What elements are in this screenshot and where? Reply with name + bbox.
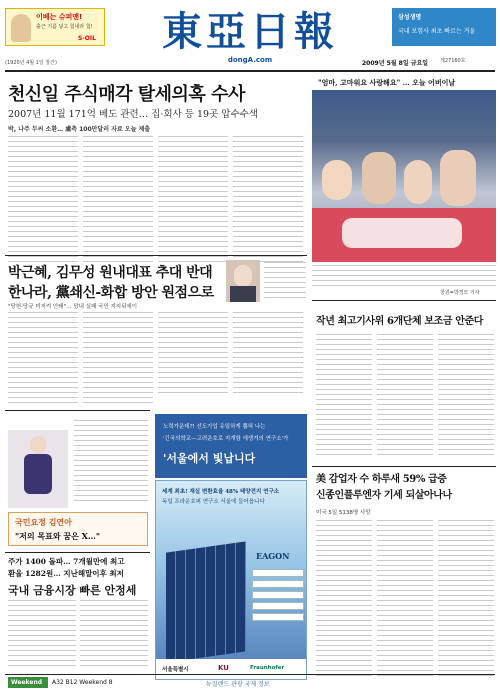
lead-body-col2 xyxy=(83,136,153,266)
lead-body-col4 xyxy=(233,136,303,266)
quote-ad-line1: 노력가운데?! 선도가업 유일하게 뽑혀 나는 xyxy=(163,424,266,430)
masthead-rule xyxy=(5,70,495,72)
right-ad-brand: 삼성생명 xyxy=(398,14,422,21)
issue-number: 제27160호 xyxy=(440,58,466,64)
sponsor-list xyxy=(252,569,304,624)
main-photo xyxy=(312,90,496,262)
story2-portrait xyxy=(226,260,260,302)
story5-headline: 국내 금융시장 빠른 안정세 xyxy=(8,584,137,597)
solar-ad[interactable] xyxy=(155,480,307,680)
story3-body-col1 xyxy=(316,334,372,459)
left-ad-line2: 출근 기름 넣고 힘내라 힘! xyxy=(36,24,93,30)
solar-panel-graphic xyxy=(166,541,246,662)
solar-ad-line1: 세계 최초! 재실 변환효율 48% 태양전지 연구소 xyxy=(162,489,280,495)
rule-4 xyxy=(5,552,150,553)
story-left-body xyxy=(74,420,148,505)
rule-1 xyxy=(5,255,307,256)
dateline-left: (1920년 4월 1일 창간) xyxy=(5,60,57,66)
story2-aside xyxy=(264,262,306,302)
rule-3 xyxy=(5,410,150,411)
partner-seoul: 서울특별시 xyxy=(162,667,189,673)
footer-rule xyxy=(5,674,495,675)
solar-ad-line2: 독일 프라운호퍼 연구소 서울에 들어옵니다 xyxy=(162,499,265,505)
story2-headline-2: 한나라, 黨쇄신-화합 방안 원점으로 xyxy=(8,285,214,301)
photo-credit: 창원=박경모 기자 xyxy=(440,290,480,296)
right-ad[interactable] xyxy=(392,8,496,46)
quote-ad-line2: '긴국의학교—고려운호로 지개함 에생겨의 연구소'가 xyxy=(163,436,289,442)
sidebar-box-title: 국민요정 김연아 xyxy=(15,517,72,527)
sidebar-box[interactable] xyxy=(8,512,148,546)
story4-body-col3 xyxy=(438,520,494,680)
partner-fraunhofer: Fraunhofer xyxy=(250,665,285,671)
story4-headline-2: 신종인플루엔자 기세 되살아나나 xyxy=(316,490,452,501)
footer-right-text: 뉴질랜드 관광 국제 정보 xyxy=(206,681,270,688)
lead-headline: 천신일 주식매각 탈세의혹 수사 xyxy=(8,84,245,105)
story5-body-col1 xyxy=(8,600,76,670)
partner-bar xyxy=(156,659,306,679)
left-ad-brand: S-OIL xyxy=(78,35,96,42)
story3-body-col3 xyxy=(438,334,494,459)
figure-skater-photo xyxy=(8,430,68,508)
story2-sub: "당헌·당규 미지켜 안돼"… 당내 실패 국민 지지뒤에이 xyxy=(8,304,138,310)
rule-2 xyxy=(312,300,496,301)
masthead-title: 東亞日報 xyxy=(162,8,338,55)
story4-label: 미국 5일 5138명 사망 xyxy=(316,510,371,516)
story4-body-col1 xyxy=(316,520,372,680)
photo-caption-text xyxy=(312,265,496,290)
left-ad[interactable] xyxy=(5,8,105,46)
lead-subheadline: 2007년 11월 171억 베도 관련… 집·회사 등 19곳 압수수색 xyxy=(8,109,258,120)
solar-ad-logo: EAGON xyxy=(256,551,290,561)
footer-left-text: A32 B12 Weekend 8 xyxy=(52,679,113,686)
masthead-website[interactable]: dongA.com xyxy=(227,56,273,64)
story3-body-col2 xyxy=(377,334,433,459)
story4-headline-1: 美 감업자 수 하루새 59% 급증 xyxy=(316,474,447,485)
rule-5 xyxy=(312,466,496,467)
lead-body-col3 xyxy=(158,136,228,266)
story5-sub-2: 환율 1282원… 지난해말이후 최저 xyxy=(8,569,124,578)
right-ad-line1: 국내 보험사 최초 빠르는 겨울 xyxy=(398,28,476,35)
sidebar-box-quote: "저의 목표와 꿈은 X…" xyxy=(15,531,100,541)
issue-date: 2009년 5월 8일 금요일 xyxy=(362,60,429,67)
lead-body-col1 xyxy=(8,136,78,266)
story2-body-col3 xyxy=(158,312,228,397)
photo-caption-title: "엄마, 고마워요 사랑해요" … 오늘 어버이날 xyxy=(318,78,456,87)
story2-body-col1 xyxy=(8,312,78,407)
footer-weekend-label: Weekend xyxy=(11,679,43,686)
footer-weekend-badge[interactable] xyxy=(8,677,48,688)
left-ad-line1: 이베는 슈퍼맨! xyxy=(36,13,83,21)
lead-kicker: 박, 나주 두씨 소환… 盧측 100만달러 자료 오늘 제출 xyxy=(8,126,151,133)
quote-ad-line3: '서울에서 빛납니다 xyxy=(163,452,256,465)
story2-body-col4 xyxy=(233,312,303,397)
story4-body-col2 xyxy=(377,520,433,680)
story5-sub-1: 주가 1400 돌파… 7개월만에 최고 xyxy=(8,557,125,566)
story2-body-col2 xyxy=(83,312,153,407)
quote-ad[interactable] xyxy=(155,414,307,478)
partner-ku: KU xyxy=(218,664,229,672)
ad-person-icon xyxy=(11,14,31,42)
story5-body-col2 xyxy=(80,600,148,670)
story3-headline: 작년 최고기사위 6개단체 보조금 안준다 xyxy=(316,316,484,327)
story2-headline-1: 박근혜, 김무성 원내대표 추대 반대 xyxy=(8,265,213,281)
